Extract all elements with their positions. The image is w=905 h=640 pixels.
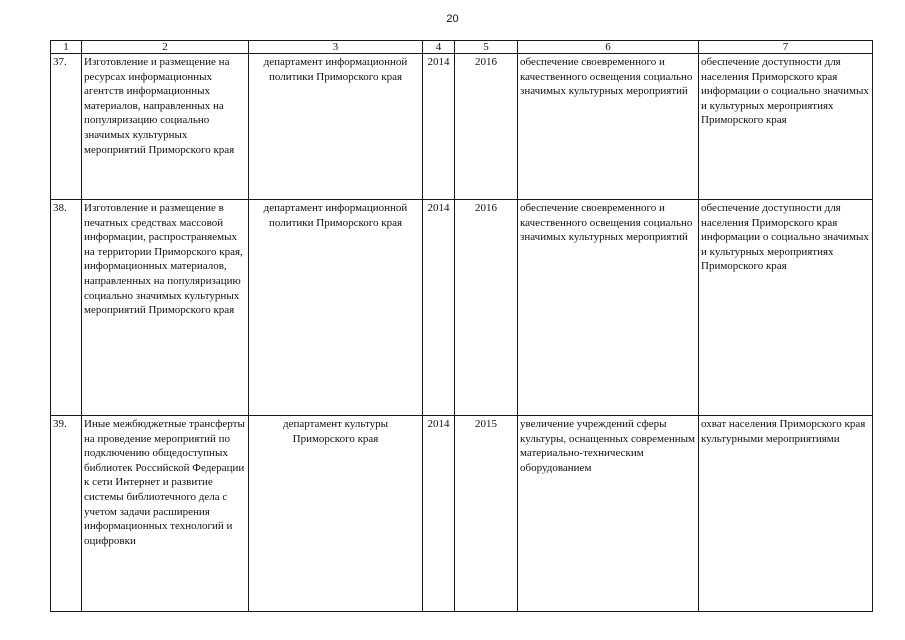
end-year-cell: 2016 <box>455 54 518 200</box>
start-year-cell: 2014 <box>423 200 455 416</box>
end-year-cell: 2015 <box>455 416 518 612</box>
executor-cell: департамент информационной политики Приморского края <box>249 54 423 200</box>
column-header: 3 <box>249 41 423 54</box>
column-header: 6 <box>518 41 699 54</box>
row-number: 38. <box>51 200 82 416</box>
table-header-row <box>51 41 873 54</box>
indicator-cell: обеспечение доступности для населения Приморского края информации о социально значимых и культурных мероприятиях Приморского края <box>699 54 873 200</box>
indicator-cell: обеспечение доступности для населения Приморского края информации о социально значимых и культурных мероприятиях Приморского края <box>699 200 873 416</box>
table-row <box>51 200 873 416</box>
row-number: 39. <box>51 416 82 612</box>
activity-cell: Изготовление и размещение в печатных средствах массовой информации, распространяемых на территории Приморского края, информационных материалов, направленных на популяризацию социально значимых культурных мероприятий Приморского края <box>82 200 249 416</box>
page-number: 20 <box>446 13 459 25</box>
row-number: 37. <box>51 54 82 200</box>
table-row <box>51 54 873 200</box>
result-cell: обеспечение своевременного и качественного освещения социально значимых культурных мероприятий <box>518 200 699 416</box>
column-header: 7 <box>699 41 873 54</box>
executor-cell: департамент информационной политики Приморского края <box>249 200 423 416</box>
start-year-cell: 2014 <box>423 54 455 200</box>
indicator-cell: охват населения Приморского края культурными мероприятиями <box>699 416 873 612</box>
end-year-cell: 2016 <box>455 200 518 416</box>
column-header: 2 <box>82 41 249 54</box>
program-activities-table <box>50 40 873 612</box>
column-header: 1 <box>51 41 82 54</box>
column-header: 5 <box>455 41 518 54</box>
start-year-cell: 2014 <box>423 416 455 612</box>
result-cell: обеспечение своевременного и качественного освещения социально значимых культурных мероприятий <box>518 54 699 200</box>
table-row <box>51 416 873 612</box>
column-header: 4 <box>423 41 455 54</box>
result-cell: увеличение учреждений сферы культуры, оснащенных современным материально-техническим оборудованием <box>518 416 699 612</box>
activity-cell: Иные межбюджетные трансферты на проведение мероприятий по подключению общедоступных библиотек Российской Федерации к сети Интернет и развитие системы библиотечного дела с учетом задачи расширения информационных технологий и оцифровки <box>82 416 249 612</box>
activity-cell: Изготовление и размещение на ресурсах информационных агентств информационных материалов, направленных на популяризацию социально значимых культурных мероприятий Приморского края <box>82 54 249 200</box>
executor-cell: департамент культуры Приморского края <box>249 416 423 612</box>
